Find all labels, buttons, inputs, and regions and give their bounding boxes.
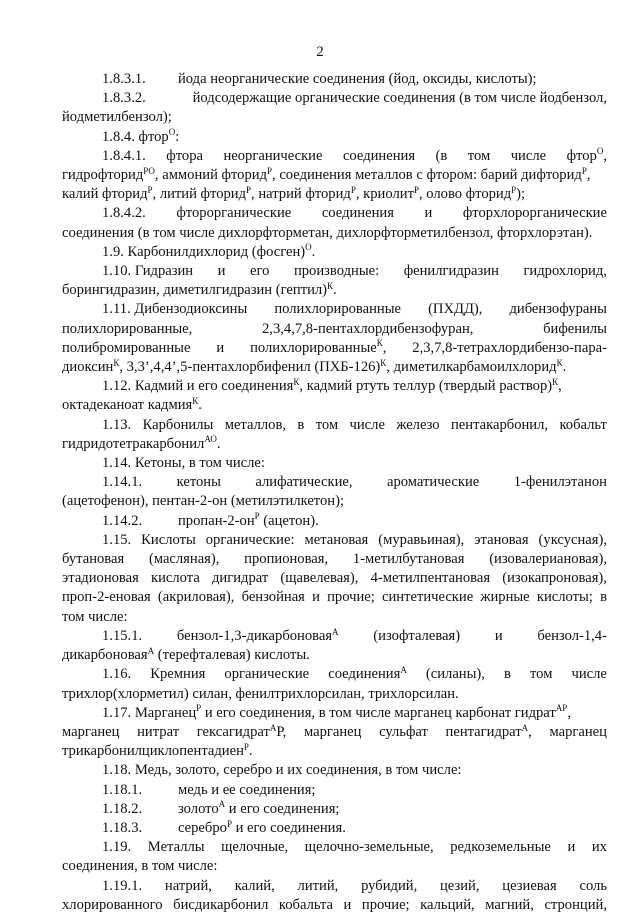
text-line: хлорированного бисдикарбонил кобальта и прочие; кальций, магний, стронций, bbox=[62, 896, 607, 913]
text-line: трихлор(хлорметил) силан, фенилтрихлорсилан, трихлорсилан. bbox=[62, 685, 459, 702]
text-line: гидридотетракарбонил$^{АО}$. bbox=[62, 434, 221, 452]
text-line: этадионовая кислота дигидрат (щавелевая), 4-метилпентановая (изокапроновая), bbox=[62, 570, 607, 587]
text-line: (ацетофенон), пентан-2-он (метилэтилкетон); bbox=[62, 493, 345, 510]
text-line: соединения (в том числе дихлорфторметан, дихлорфторметилбензол, фторхлорэтан). bbox=[62, 224, 593, 241]
item-1-10: 1.10. Гидразин и его производные: фенилгидразин гидрохлорид, bbox=[102, 263, 607, 280]
text-line: полибромированные и полихлорированные$^К$, 2,3,7,8-тетрахлордибензо-пара- bbox=[62, 338, 607, 356]
item-1-18-3: 1.18.3. серебро$^Р$ и его соединения. bbox=[102, 818, 346, 836]
item-1-19: 1.19. Металлы щелочные, щелочно-земельные, редкоземельные и их bbox=[102, 839, 607, 856]
item-1-8-3-2: 1.8.3.2. йодсодержащие органические соединения (в том числе йодбензол, bbox=[102, 90, 607, 107]
item-1-14-2: 1.14.2. пропан-$2-он^Р$ (ацетон). bbox=[102, 511, 319, 529]
item-1-8-4-2: 1.8.4.2. фторорганические соединения и фторхлорорганические bbox=[102, 205, 607, 222]
text-line: борингидразин, диметилгидразин (гептил)$^К$. bbox=[62, 280, 337, 299]
item-1-17: 1.17. Марганец$^Р$ и его соединения, в том числе марганец карбонат гидрат$^{АР}$, bbox=[102, 703, 571, 721]
text-line: йодметилбензол); bbox=[62, 109, 172, 126]
text-line: проп-2-еновая (акриловая), бензойная и прочие; синтетические жирные кислоты; в bbox=[62, 589, 607, 606]
item-1-15: 1.15. Кислоты органические: метановая (муравьиная), этановая (уксусная), bbox=[102, 531, 607, 548]
text-line: марганец нитрат гексагидрат$^А$Р, марганец сульфат пентагидрат$^А$, марганец bbox=[62, 722, 607, 740]
text-line: соединения, в том числе: bbox=[62, 858, 218, 875]
item-1-8-3-1: 1.8.3.1. йода неорганические соединения (йод, оксиды, кислоты); bbox=[102, 71, 537, 87]
item-1-8-4: 1.8.4. фтор$^О$: bbox=[102, 127, 180, 145]
text-line: трикарбонилциклопентадиен$^Р$. bbox=[62, 741, 253, 760]
item-1-16: 1.16. Кремния органические соединения$^А$ (силаны), в том числе bbox=[102, 664, 607, 683]
item-1-18: 1.18. Медь, золото, серебро и их соединения, в том числе: bbox=[102, 762, 462, 779]
text-line: гидрофторид$^{РО}$, аммоний фторид$^Р$, соединения металлов с фтором: барий дифторид$^Р$, bbox=[62, 165, 591, 184]
text-line: бутановая (масляная), пропионовая, 1-метилбутановая (изовалериановая), bbox=[62, 551, 607, 568]
item-1-14: 1.14. Кетоны, в том числе: bbox=[102, 455, 265, 472]
item-1-13: 1.13. Карбонилы металлов, в том числе железо пентакарбонил, кобальт bbox=[102, 416, 607, 433]
item-1-19-1: 1.19.1. натрий, калий, литий, рубидий, цезий, цезиевая соль bbox=[102, 877, 607, 894]
item-1-18-2: 1.18.2. золото$^А$ и его соединения; bbox=[102, 799, 340, 817]
document-body bbox=[62, 70, 607, 915]
item-1-8-4-1: 1.8.4.1. фтора неорганические соединения (в том числе фтор$^О$, bbox=[102, 146, 607, 164]
item-1-15-1: 1.15.1. бензол-1,3-дикарбоновая$^А$ (изофталевая) и бензол-1,4- bbox=[102, 626, 607, 644]
text-line: дикарбоновая$^А$ (терефталевая) кислоты. bbox=[62, 645, 310, 664]
text-line: калий фторид$^Р$, литий фторид$^Р$, натрий фторид$^Р$, криолит$^Р$, олово фторид$^Р$); bbox=[62, 184, 526, 203]
item-1-9: 1.9. Карбонилдихлорид (фосген)$^О$. bbox=[102, 242, 316, 260]
item-1-12: 1.12. Кадмий и его соединения$^К$, кадмий ртуть теллур (твердый раствор)$^К$, bbox=[102, 376, 562, 395]
text-line: том числе: bbox=[62, 608, 128, 625]
item-1-11: 1.11. Дибензодиоксины полихлорированные (ПХДД), дибензофураны bbox=[102, 301, 607, 318]
item-1-14-1: 1.14.1. кетоны алифатические, ароматические 1-фенилэтанон bbox=[102, 474, 607, 491]
text-line: диоксин$^К$, 3,3’,4,4’,5-пентахлорбифенил $(ПХБ-126)^К$, диметилкарбамоилхлорид$^К$. bbox=[62, 357, 567, 376]
text-line: полихлорированные, 2,3,4,7,8-пентахлордибензофуран, бифенилы bbox=[62, 320, 607, 337]
item-1-18-1: 1.18.1. медь и ее соединения; bbox=[102, 781, 316, 798]
page-number: 2 bbox=[316, 44, 324, 60]
text-line: октадеканоат кадмия$^К$. bbox=[62, 396, 202, 414]
